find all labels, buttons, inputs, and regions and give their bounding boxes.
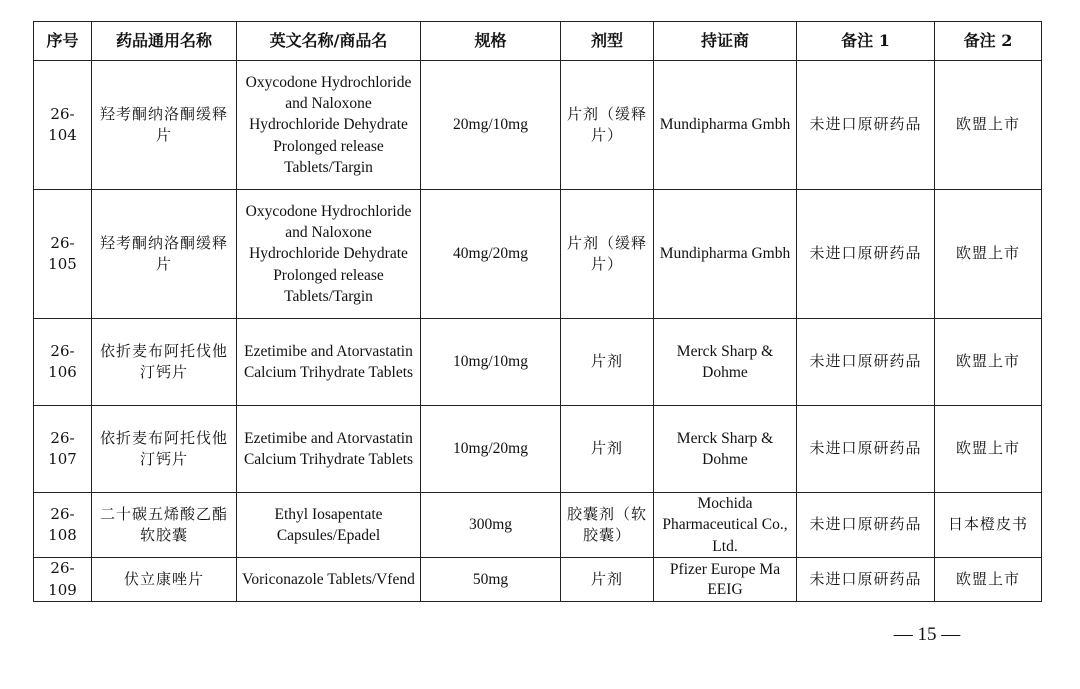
cell-license-holder: Merck Sharp & Dohme [654, 319, 797, 406]
cell-serial: 26-105 [34, 190, 92, 319]
cell-serial: 26-109 [34, 558, 92, 602]
header-dosage-form: 剂型 [561, 22, 654, 61]
cell-english-name: Voriconazole Tablets/Vfend [237, 558, 421, 602]
cell-license-holder: Mochida Pharmaceutical Co., Ltd. [654, 493, 797, 558]
cell-note-1: 未进口原研药品 [797, 406, 935, 493]
table-row [34, 61, 1042, 190]
cell-generic-name: 二十碳五烯酸乙酯软胶囊 [92, 493, 237, 558]
cell-serial: 26-108 [34, 493, 92, 558]
cell-specification: 10mg/10mg [421, 319, 561, 406]
cell-note-1: 未进口原研药品 [797, 61, 935, 190]
cell-note-1: 未进口原研药品 [797, 319, 935, 406]
header-note-2: 备注 2 [935, 22, 1042, 61]
header-note-1: 备注 1 [797, 22, 935, 61]
cell-note-2: 欧盟上市 [935, 406, 1042, 493]
cell-note-2: 欧盟上市 [935, 558, 1042, 602]
cell-dosage-form: 片剂 [561, 558, 654, 602]
cell-license-holder: Mundipharma Gmbh [654, 190, 797, 319]
header-specification: 规格 [421, 22, 561, 61]
cell-note-1: 未进口原研药品 [797, 190, 935, 319]
cell-note-2: 欧盟上市 [935, 61, 1042, 190]
cell-serial: 26-107 [34, 406, 92, 493]
cell-generic-name: 羟考酮纳洛酮缓释片 [92, 190, 237, 319]
cell-specification: 20mg/10mg [421, 61, 561, 190]
cell-english-name: Oxycodone Hydrochloride and Naloxone Hydrochloride Dehydrate Prolonged release Tablets/Targin [237, 61, 421, 190]
cell-serial: 26-104 [34, 61, 92, 190]
cell-specification: 300mg [421, 493, 561, 558]
cell-dosage-form: 片剂（缓释片） [561, 61, 654, 190]
cell-english-name: Ezetimibe and Atorvastatin Calcium Trihydrate Tablets [237, 319, 421, 406]
cell-license-holder: Mundipharma Gmbh [654, 61, 797, 190]
header-generic-name: 药品通用名称 [92, 22, 237, 61]
cell-generic-name: 伏立康唑片 [92, 558, 237, 602]
cell-generic-name: 依折麦布阿托伐他汀钙片 [92, 319, 237, 406]
cell-specification: 50mg [421, 558, 561, 602]
cell-note-2: 欧盟上市 [935, 319, 1042, 406]
page-number: — 15 — [893, 624, 961, 645]
cell-generic-name: 依折麦布阿托伐他汀钙片 [92, 406, 237, 493]
cell-dosage-form: 胶囊剂（软胶囊） [561, 493, 654, 558]
drug-list-table [33, 21, 1042, 602]
cell-specification: 40mg/20mg [421, 190, 561, 319]
table-header-row [34, 22, 1042, 61]
header-serial: 序号 [34, 22, 92, 61]
cell-serial: 26-106 [34, 319, 92, 406]
cell-license-holder: Pfizer Europe Ma EEIG [654, 558, 797, 602]
cell-generic-name: 羟考酮纳洛酮缓释片 [92, 61, 237, 190]
cell-dosage-form: 片剂（缓释片） [561, 190, 654, 319]
cell-specification: 10mg/20mg [421, 406, 561, 493]
table-row [34, 190, 1042, 319]
table-row [34, 319, 1042, 406]
cell-dosage-form: 片剂 [561, 406, 654, 493]
cell-note-1: 未进口原研药品 [797, 493, 935, 558]
header-license-holder: 持证商 [654, 22, 797, 61]
cell-note-2: 欧盟上市 [935, 190, 1042, 319]
cell-dosage-form: 片剂 [561, 319, 654, 406]
header-english-name: 英文名称/商品名 [237, 22, 421, 61]
cell-english-name: Ezetimibe and Atorvastatin Calcium Trihydrate Tablets [237, 406, 421, 493]
cell-note-2: 日本橙皮书 [935, 493, 1042, 558]
cell-english-name: Oxycodone Hydrochloride and Naloxone Hydrochloride Dehydrate Prolonged release Tablets/Targin [237, 190, 421, 319]
table-row [34, 493, 1042, 558]
cell-note-1: 未进口原研药品 [797, 558, 935, 602]
cell-license-holder: Merck Sharp & Dohme [654, 406, 797, 493]
table-row [34, 406, 1042, 493]
table-row [34, 558, 1042, 602]
cell-english-name: Ethyl Iosapentate Capsules/Epadel [237, 493, 421, 558]
